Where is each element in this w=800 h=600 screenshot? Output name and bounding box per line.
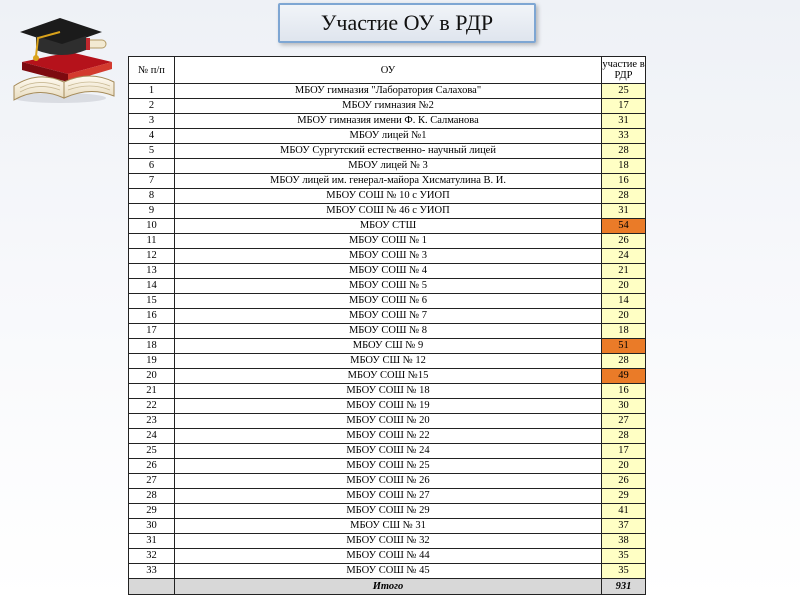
table-row [129, 489, 646, 504]
header-school: ОУ [175, 57, 602, 84]
row-number-cell: 17 [129, 324, 175, 339]
participation-value-cell: 18 [602, 159, 646, 174]
school-name-cell: МБОУ СОШ № 32 [175, 534, 602, 549]
table-row [129, 354, 646, 369]
table-row [129, 144, 646, 159]
table-row [129, 384, 646, 399]
school-name-cell: МБОУ гимназия имени Ф. К. Салманова [175, 114, 602, 129]
table-row [129, 219, 646, 234]
table-row [129, 564, 646, 579]
participation-value-cell: 31 [602, 204, 646, 219]
participation-value-cell: 28 [602, 189, 646, 204]
school-name-cell: МБОУ СОШ № 46 с УИОП [175, 204, 602, 219]
participation-value-cell: 27 [602, 414, 646, 429]
row-number-cell: 23 [129, 414, 175, 429]
table-row [129, 159, 646, 174]
participation-value-cell: 29 [602, 489, 646, 504]
school-name-cell: МБОУ СОШ № 26 [175, 474, 602, 489]
table-row [129, 399, 646, 414]
table-row [129, 114, 646, 129]
participation-value-cell: 16 [602, 384, 646, 399]
row-number-cell: 29 [129, 504, 175, 519]
participation-table [128, 56, 646, 595]
participation-value-cell: 35 [602, 549, 646, 564]
table-row [129, 549, 646, 564]
row-number-cell: 3 [129, 114, 175, 129]
table-row [129, 444, 646, 459]
school-name-cell: МБОУ СТШ [175, 219, 602, 234]
school-name-cell: МБОУ СОШ № 6 [175, 294, 602, 309]
row-number-cell: 16 [129, 309, 175, 324]
participation-value-cell: 35 [602, 564, 646, 579]
header-number: № п/п [129, 57, 175, 84]
row-number-cell: 11 [129, 234, 175, 249]
total-number-cell [129, 579, 175, 595]
row-number-cell: 24 [129, 429, 175, 444]
participation-value-cell: 41 [602, 504, 646, 519]
school-name-cell: МБОУ СОШ № 19 [175, 399, 602, 414]
table-row [129, 204, 646, 219]
participation-value-cell: 18 [602, 324, 646, 339]
row-number-cell: 10 [129, 219, 175, 234]
table-row [129, 429, 646, 444]
total-row [129, 579, 646, 595]
school-name-cell: МБОУ СОШ № 1 [175, 234, 602, 249]
table-row [129, 414, 646, 429]
participation-value-cell: 28 [602, 144, 646, 159]
table-row [129, 129, 646, 144]
school-name-cell: МБОУ СОШ № 29 [175, 504, 602, 519]
row-number-cell: 2 [129, 99, 175, 114]
school-name-cell: МБОУ СОШ №15 [175, 369, 602, 384]
school-name-cell: МБОУ СОШ № 24 [175, 444, 602, 459]
school-name-cell: МБОУ гимназия "Лаборатория Салахова" [175, 84, 602, 99]
participation-value-cell: 31 [602, 114, 646, 129]
table-row [129, 174, 646, 189]
row-number-cell: 14 [129, 279, 175, 294]
school-name-cell: МБОУ СШ № 9 [175, 339, 602, 354]
school-name-cell: МБОУ СОШ № 27 [175, 489, 602, 504]
row-number-cell: 19 [129, 354, 175, 369]
table-row [129, 249, 646, 264]
school-name-cell: МБОУ СОШ № 18 [175, 384, 602, 399]
table-row [129, 459, 646, 474]
school-name-cell: МБОУ СОШ № 7 [175, 309, 602, 324]
row-number-cell: 5 [129, 144, 175, 159]
table-row [129, 324, 646, 339]
school-name-cell: МБОУ лицей № 3 [175, 159, 602, 174]
school-name-cell: МБОУ СОШ № 10 с УИОП [175, 189, 602, 204]
school-name-cell: МБОУ СОШ № 8 [175, 324, 602, 339]
table-row [129, 369, 646, 384]
row-number-cell: 20 [129, 369, 175, 384]
participation-value-cell: 14 [602, 294, 646, 309]
row-number-cell: 30 [129, 519, 175, 534]
row-number-cell: 12 [129, 249, 175, 264]
row-number-cell: 7 [129, 174, 175, 189]
school-name-cell: МБОУ СОШ № 3 [175, 249, 602, 264]
row-number-cell: 8 [129, 189, 175, 204]
table-row [129, 339, 646, 354]
school-name-cell: МБОУ СОШ № 5 [175, 279, 602, 294]
participation-value-cell: 37 [602, 519, 646, 534]
school-name-cell: МБОУ СОШ № 25 [175, 459, 602, 474]
school-name-cell: МБОУ Сургутский естественно- научный лицей [175, 144, 602, 159]
participation-value-cell: 17 [602, 444, 646, 459]
row-number-cell: 26 [129, 459, 175, 474]
participation-value-cell: 24 [602, 249, 646, 264]
row-number-cell: 4 [129, 129, 175, 144]
participation-value-cell: 51 [602, 339, 646, 354]
participation-value-cell: 49 [602, 369, 646, 384]
row-number-cell: 32 [129, 549, 175, 564]
participation-value-cell: 54 [602, 219, 646, 234]
row-number-cell: 6 [129, 159, 175, 174]
table-row [129, 519, 646, 534]
table-row [129, 309, 646, 324]
school-name-cell: МБОУ СОШ № 45 [175, 564, 602, 579]
table-row [129, 534, 646, 549]
table-header-row [129, 57, 646, 84]
participation-value-cell: 26 [602, 234, 646, 249]
table-row [129, 189, 646, 204]
table-row [129, 279, 646, 294]
row-number-cell: 15 [129, 294, 175, 309]
participation-value-cell: 33 [602, 129, 646, 144]
row-number-cell: 13 [129, 264, 175, 279]
row-number-cell: 25 [129, 444, 175, 459]
participation-value-cell: 25 [602, 84, 646, 99]
table-row [129, 264, 646, 279]
school-name-cell: МБОУ лицей им. генерал-майора Хисматулина В. И. [175, 174, 602, 189]
school-name-cell: МБОУ СОШ № 22 [175, 429, 602, 444]
school-name-cell: МБОУ лицей №1 [175, 129, 602, 144]
page-title: Участие ОУ в РДР [278, 3, 536, 43]
table-row [129, 234, 646, 249]
table-row [129, 294, 646, 309]
table-row [129, 474, 646, 489]
school-name-cell: МБОУ СОШ № 44 [175, 549, 602, 564]
school-name-cell: МБОУ СШ № 31 [175, 519, 602, 534]
table-row [129, 84, 646, 99]
participation-value-cell: 20 [602, 309, 646, 324]
school-name-cell: МБОУ СОШ № 4 [175, 264, 602, 279]
graduation-cap-books-icon [8, 2, 120, 106]
school-name-cell: МБОУ СШ № 12 [175, 354, 602, 369]
school-name-cell: МБОУ СОШ № 20 [175, 414, 602, 429]
row-number-cell: 33 [129, 564, 175, 579]
row-number-cell: 9 [129, 204, 175, 219]
participation-value-cell: 26 [602, 474, 646, 489]
participation-value-cell: 30 [602, 399, 646, 414]
row-number-cell: 28 [129, 489, 175, 504]
row-number-cell: 27 [129, 474, 175, 489]
participation-value-cell: 21 [602, 264, 646, 279]
participation-value-cell: 17 [602, 99, 646, 114]
participation-value-cell: 16 [602, 174, 646, 189]
total-value: 931 [602, 579, 646, 595]
table-row [129, 504, 646, 519]
total-label: Итого [175, 579, 602, 595]
row-number-cell: 31 [129, 534, 175, 549]
row-number-cell: 18 [129, 339, 175, 354]
header-participation: участие в РДР [602, 57, 646, 84]
participation-value-cell: 38 [602, 534, 646, 549]
participation-value-cell: 20 [602, 459, 646, 474]
table-row [129, 99, 646, 114]
row-number-cell: 1 [129, 84, 175, 99]
participation-value-cell: 28 [602, 354, 646, 369]
school-name-cell: МБОУ гимназия №2 [175, 99, 602, 114]
participation-value-cell: 28 [602, 429, 646, 444]
participation-value-cell: 20 [602, 279, 646, 294]
row-number-cell: 21 [129, 384, 175, 399]
row-number-cell: 22 [129, 399, 175, 414]
